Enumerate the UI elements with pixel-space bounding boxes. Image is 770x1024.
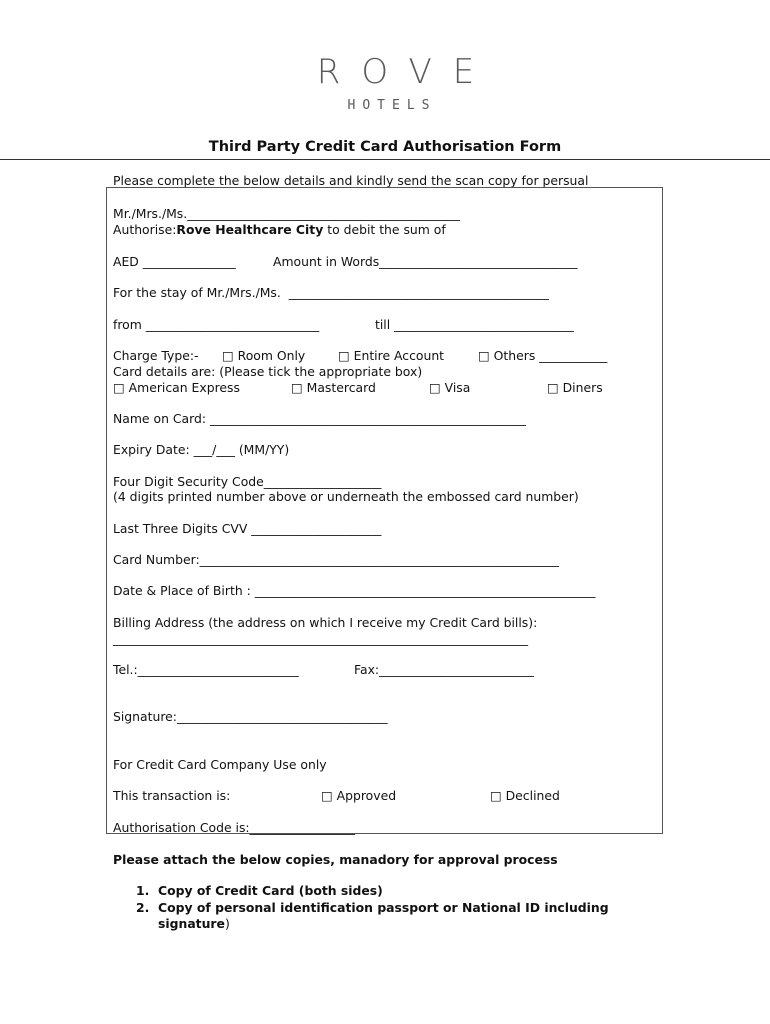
authorise-line (113, 222, 446, 237)
company-use-label: For Credit Card Company Use only (113, 757, 327, 772)
authorise-hotel: Rove Healthcare City (176, 222, 324, 237)
billing-address-field[interactable]: ___________________________________________________________________ (113, 631, 529, 646)
diners-checkbox[interactable]: □ Diners (547, 380, 603, 395)
fax-field[interactable]: Fax:_________________________ (354, 662, 534, 677)
expiry-date-field[interactable]: Expiry Date: ___/___ (MM/YY) (113, 442, 290, 457)
guest-name-field[interactable]: Mr./Mrs./Ms.____________________________________________ (113, 206, 460, 221)
hotels-logo-subtitle: HOTELS (347, 98, 437, 113)
aed-amount-field[interactable]: AED _______________ (113, 254, 236, 269)
attach-item-text: Copy of personal identification passport or National ID including (158, 900, 609, 915)
intro-text: Please complete the below details and kindly send the scan copy for persual (113, 173, 589, 188)
signature-field[interactable]: Signature:__________________________________ (113, 709, 388, 724)
attach-item-continuation (158, 916, 230, 931)
security-code-note: (4 digits printed number above or underneath the embossed card number) (113, 489, 579, 504)
authorisation-code-field[interactable]: Authorisation Code is:_________________ (113, 820, 355, 835)
cvv-field[interactable]: Last Three Digits CVV _____________________ (113, 521, 382, 536)
from-date-field[interactable]: from ____________________________ (113, 317, 320, 332)
name-on-card-field[interactable]: Name on Card: ___________________________________________________ (113, 411, 526, 426)
attach-item-cont-tail: ) (224, 916, 230, 931)
authorise-suffix: to debit the sum of (323, 222, 446, 237)
attach-item-number: 2. (136, 900, 150, 915)
transaction-label: This transaction is: (113, 788, 231, 803)
authorise-prefix: Authorise: (113, 222, 177, 237)
others-checkbox[interactable]: □ Others ___________ (478, 348, 608, 363)
room-only-checkbox[interactable]: □ Room Only (222, 348, 306, 363)
rove-logo: ROVE (316, 52, 496, 92)
amount-in-words-field[interactable]: Amount in Words________________________________ (273, 254, 578, 269)
attach-item-number: 1. (136, 883, 150, 898)
stay-guest-field[interactable]: For the stay of Mr./Mrs./Ms. __________________________________________ (113, 285, 549, 300)
approved-checkbox[interactable]: □ Approved (321, 788, 397, 803)
mastercard-checkbox[interactable]: □ Mastercard (291, 380, 376, 395)
page-title: Third Party Credit Card Authorisation Form (208, 139, 562, 155)
title-divider (0, 159, 770, 160)
attach-heading: Please attach the below copies, manadory for approval process (113, 852, 558, 867)
card-number-field[interactable]: Card Number:__________________________________________________________ (113, 552, 559, 567)
date-place-of-birth-field[interactable]: Date & Place of Birth : _______________________________________________________ (113, 583, 596, 598)
attach-item-text: Copy of Credit Card (both sides) (158, 883, 383, 898)
billing-address-label: Billing Address (the address on which I receive my Credit Card bills): (113, 615, 538, 630)
tel-field[interactable]: Tel.:__________________________ (113, 662, 299, 677)
declined-checkbox[interactable]: □ Declined (490, 788, 560, 803)
attach-item-cont-text: signature (158, 916, 225, 931)
till-date-field[interactable]: till _____________________________ (375, 317, 574, 332)
security-code-field[interactable]: Four Digit Security Code___________________ (113, 474, 382, 489)
entire-account-checkbox[interactable]: □ Entire Account (338, 348, 445, 363)
visa-checkbox[interactable]: □ Visa (429, 380, 471, 395)
charge-type-label: Charge Type:- (113, 348, 199, 363)
card-details-label: Card details are: (Please tick the appropriate box) (113, 364, 423, 379)
american-express-checkbox[interactable]: □ American Express (113, 380, 240, 395)
